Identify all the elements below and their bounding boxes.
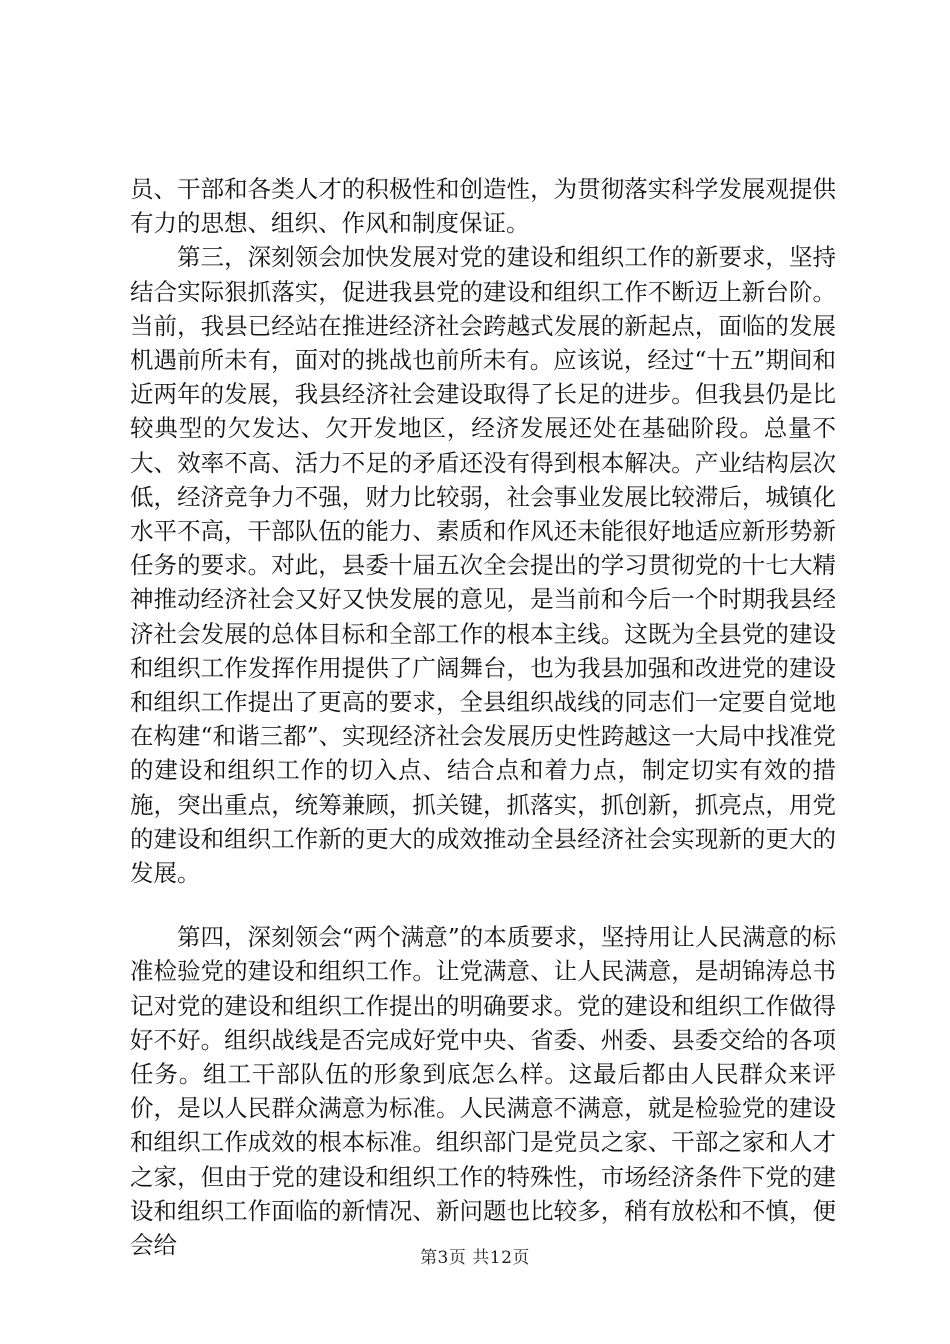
paragraph-continuation: 员、干部和各类人才的积极性和创造性，为贯彻落实科学发展观提供有力的思想、组织、作风和制度保证。	[130, 175, 836, 238]
page-footer-number: 第3页 共12页	[420, 1248, 530, 1268]
paragraph-third-point: 第三，深刻领会加快发展对党的建设和组织工作的新要求，坚持结合实际狠抓落实，促进我县党的建设和组织工作不断迈上新台阶。当前，我县已经站在推进经济社会跨越式发展的新起点，面临的发展机遇前所未有，面对的挑战也前所未有。应该说，经过“十五”期间和近两年的发展，我县经济社会建设取得了长足的进步。但我县仍是比较典型的欠发达、欠开发地区，经济发展还处在基础阶段。总量不大、效率不高、活力不足的矛盾还没有得到根本解决。产业结构层次低，经济竞争力不强，财力比较弱，社会事业发展比较滞后，城镇化水平不高，干部队伍的能力、素质和作风还未能很好地适应新形势新任务的要求。对此，县委十届五次全会提出的学习贯彻党的十七大精神推动经济社会又好又快发展的意见，是当前和今后一个时期我县经济社会发展的总体目标和全部工作的根本主线。这既为全县党的建设和组织工作发挥作用提供了广阔舞台，也为我县加强和改进党的建设和组织工作提出了更高的要求，全县组织战线的同志们一定要自觉地在构建“和谐三都”、实现经济社会发展历史性跨越这一大局中找准党的建设和组织工作的切入点、结合点和着力点，制定切实有效的措施，突出重点，统筹兼顾，抓关键，抓落实，抓创新，抓亮点，用党的建设和组织工作新的更大的成效推动全县经济社会实现新的更大的发展。	[130, 243, 836, 888]
paragraph-spacer	[130, 890, 836, 920]
paragraph-fourth-point: 第四，深刻领会“两个满意”的本质要求，坚持用让人民满意的标准检验党的建设和组织工作。让党满意、让人民满意，是胡锦涛总书记对党的建设和组织工作提出的明确要求。党的建设和组织工作做得好不好。组织战线是否完成好党中央、省委、州委、县委交给的各项任务。组工干部队伍的形象到底怎么样。这最后都由人民群众来评价，是以人民群众满意为标准。人民满意不满意，就是检验党的建设和组织工作成效的根本标准。组织部门是党员之家、干部之家和人才之家，但由于党的建设和组织工作的特殊性，市场经济条件下党的建设和组织工作面临的新情况、新问题也比较多，稍有放松和不慎，便会给	[130, 923, 836, 1260]
document-body	[130, 172, 836, 1262]
